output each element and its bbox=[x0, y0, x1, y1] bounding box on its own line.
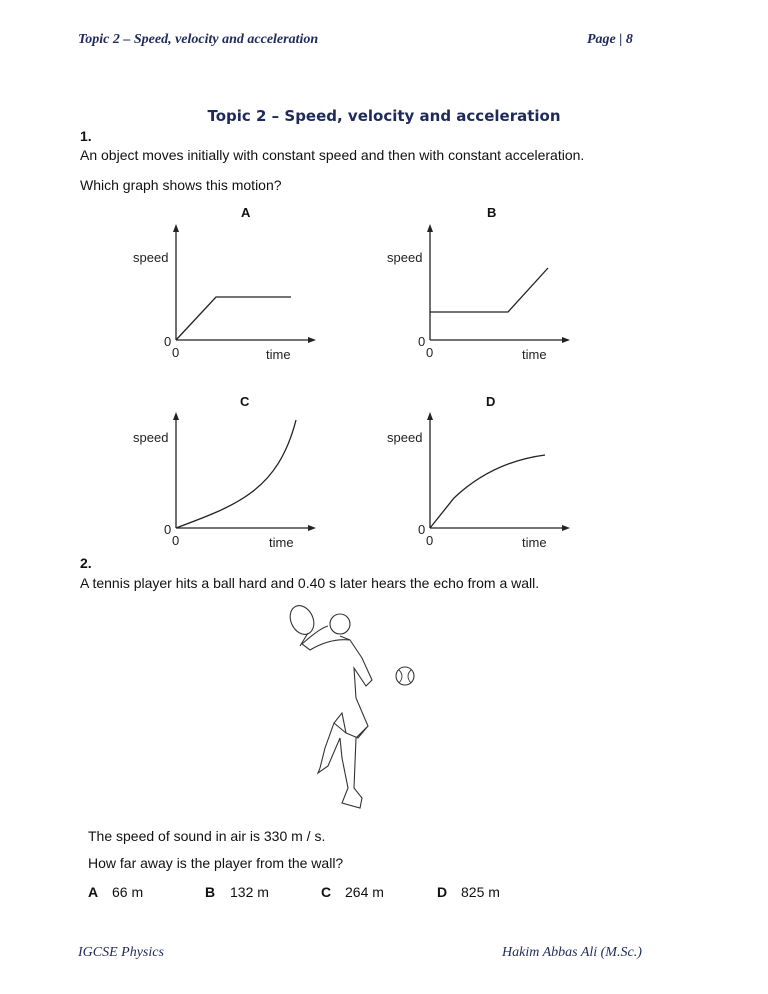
graph-b-x0: 0 bbox=[426, 345, 434, 360]
question-2-text: A tennis player hits a ball hard and 0.40 s later hears the echo from a wall. bbox=[80, 575, 540, 591]
graph-c-y0: 0 bbox=[164, 522, 172, 537]
graph-d-x0: 0 bbox=[426, 533, 434, 548]
graph-d bbox=[382, 410, 572, 555]
question-2-prompt: How far away is the player from the wall? bbox=[88, 855, 344, 871]
option-b-value: 132 m bbox=[230, 884, 269, 900]
option-c-value: 264 m bbox=[345, 884, 384, 900]
graph-b-letter: B bbox=[487, 205, 497, 220]
graph-c bbox=[128, 410, 318, 555]
graph-c-curve bbox=[176, 420, 296, 528]
graph-b-curve bbox=[430, 268, 548, 312]
graph-b-y0: 0 bbox=[418, 334, 426, 349]
graph-d-ylabel: speed bbox=[387, 430, 423, 445]
option-b-letter: B bbox=[205, 884, 216, 900]
header-page-number: Page | 8 bbox=[587, 32, 633, 47]
graph-a-ylabel: speed bbox=[133, 250, 169, 265]
graph-b-ylabel: speed bbox=[387, 250, 423, 265]
question-2-number: 2. bbox=[80, 555, 92, 571]
question-1-text: An object moves initially with constant speed and then with constant acceleration. bbox=[80, 147, 585, 163]
option-a-value: 66 m bbox=[112, 884, 144, 900]
graph-a-letter: A bbox=[241, 205, 251, 220]
graph-b bbox=[382, 222, 572, 367]
graph-d-y0: 0 bbox=[418, 522, 426, 537]
footer-author: Hakim Abbas Ali (M.Sc.) bbox=[502, 945, 642, 960]
graph-c-x0: 0 bbox=[172, 533, 180, 548]
graph-a-x0: 0 bbox=[172, 345, 180, 360]
graph-a-xlabel: time bbox=[266, 347, 291, 362]
question-1-number: 1. bbox=[80, 128, 92, 144]
tennis-player-illustration bbox=[280, 598, 430, 818]
question-1-prompt: Which graph shows this motion? bbox=[80, 177, 282, 193]
graph-c-xlabel: time bbox=[269, 535, 294, 550]
graph-c-letter: C bbox=[240, 394, 250, 409]
option-d-letter: D bbox=[437, 884, 448, 900]
page-title: Topic 2 – Speed, velocity and acceleration bbox=[207, 107, 561, 125]
option-d-value: 825 m bbox=[461, 884, 500, 900]
question-2-fact: The speed of sound in air is 330 m / s. bbox=[88, 828, 326, 844]
graph-a bbox=[128, 222, 318, 367]
graph-b-xlabel: time bbox=[522, 347, 547, 362]
graph-c-ylabel: speed bbox=[133, 430, 169, 445]
graph-d-letter: D bbox=[486, 394, 496, 409]
header-topic: Topic 2 – Speed, velocity and acceleration bbox=[78, 32, 319, 47]
footer-course: IGCSE Physics bbox=[78, 945, 164, 960]
graph-d-xlabel: time bbox=[522, 535, 547, 550]
option-a-letter: A bbox=[88, 884, 99, 900]
graph-a-y0: 0 bbox=[164, 334, 172, 349]
graph-d-curve bbox=[430, 455, 545, 528]
option-c-letter: C bbox=[321, 884, 332, 900]
graph-a-curve bbox=[176, 297, 291, 340]
tennis-ball-icon bbox=[396, 667, 414, 685]
